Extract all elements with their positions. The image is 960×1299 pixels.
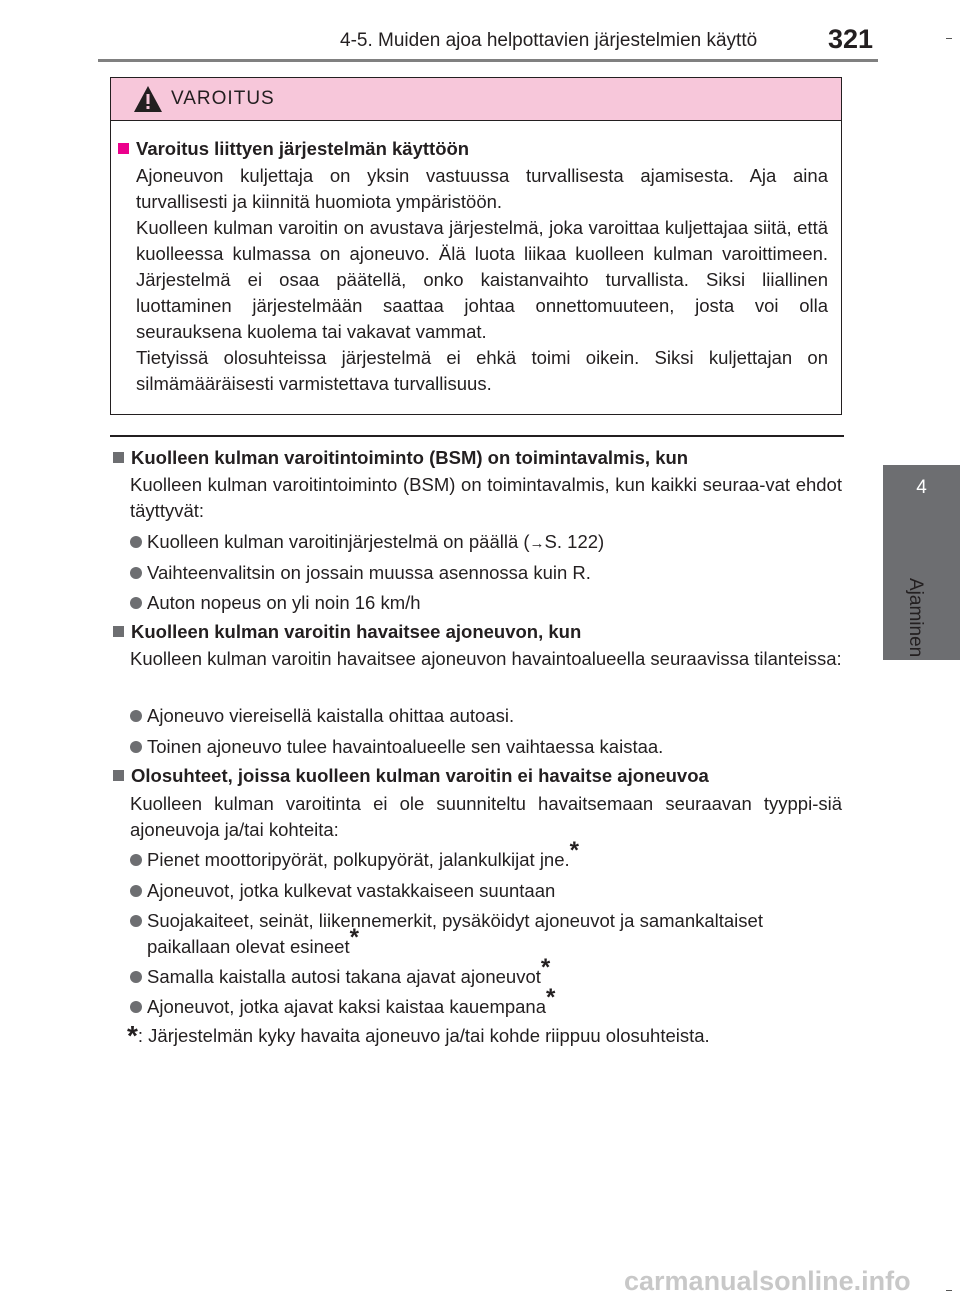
header-rule	[98, 59, 878, 62]
asterisk-marker: *	[349, 924, 359, 951]
arrow-icon: →	[529, 535, 545, 552]
page-header-title: 4-5. Muiden ajoa helpottavien järjestelmien käyttö	[340, 30, 758, 51]
bullet-dot-icon	[130, 710, 142, 722]
section-intro: Kuolleen kulman varoitinta ei ole suunniteltu havaitsemaan seuraavan tyyppi-siä ajoneuvoja ja/tai kohteita:	[130, 793, 842, 840]
bullet-dot-icon	[130, 597, 142, 609]
warning-header	[111, 78, 841, 121]
list-item: Ajoneuvot, jotka kulkevat vastakkaiseen suuntaan	[130, 878, 555, 904]
bullet-dot-icon	[130, 1001, 142, 1013]
warning-title: VAROITUS	[171, 88, 275, 109]
list-item: Kuolleen kulman varoitinjärjestelmä on päällä (→S. 122)	[130, 529, 604, 557]
watermark: carmanualsonline.info	[624, 1266, 911, 1296]
asterisk-marker: *	[546, 984, 556, 1011]
bullet-dot-icon	[130, 536, 142, 548]
list-item: Vaihteenvalitsin on jossain muussa asennossa kuin R.	[130, 560, 591, 586]
warning-triangle-icon	[133, 85, 163, 113]
warning-paragraph: Ajoneuvon kuljettaja on yksin vastuussa turvallisesta ajamisesta. Aja aina turvallisesti ja kiinnitä huomiota ympäristöön.	[136, 165, 828, 212]
list-item: Ajoneuvot, jotka ajavat kaksi kaistaa kauempana*	[130, 994, 555, 1020]
crop-mark	[946, 1290, 952, 1291]
list-item: Pienet moottoripyörät, polkupyörät, jalankulkijat jne.*	[130, 847, 579, 873]
warning-heading: Varoitus liittyen järjestelmän käyttöön	[118, 138, 469, 160]
section-intro: Kuolleen kulman varoitin havaitsee ajoneuvon havaintoalueella seuraavissa tilanteissa:	[130, 648, 842, 669]
section-heading: Kuolleen kulman varoitintoiminto (BSM) on toimintavalmis, kun	[113, 447, 688, 469]
list-item: Samalla kaistalla autosi takana ajavat ajoneuvot*	[130, 964, 550, 990]
list-item: Suojakaiteet, seinät, liikennemerkit, pysäköidyt ajoneuvot ja samankaltaiset paikallaan olevat esineet*	[130, 908, 842, 960]
crop-mark	[946, 38, 952, 39]
square-bullet-icon	[113, 626, 124, 637]
warning-paragraph: Kuolleen kulman varoitin on avustava järjestelmä, joka varoittaa kuljettajaa siitä, että kuolleessa kulmassa on ajoneuvo. Älä luota liikaa kuolleen kulman varoittimeen. Järjestelmä ei osaa päätellä, onko kaistanvaihto turvallista. Siksi liiallinen luottaminen järjestelmään saattaa johtaa onnettomuuteen, josta voi olla seurauksena kuolema tai vakavat vammat.	[136, 217, 828, 342]
list-item: Auton nopeus on yli noin 16 km/h	[130, 590, 421, 616]
warning-paragraph: Tietyissä olosuhteissa järjestelmä ei ehkä toimi oikein. Siksi kuljettajan on silmämääräisesti varmistettava turvallisuus.	[136, 347, 828, 394]
section-heading: Kuolleen kulman varoitin havaitsee ajoneuvon, kun	[113, 621, 581, 643]
section-intro: Kuolleen kulman varoitintoiminto (BSM) on toimintavalmis, kun kaikki seuraa-vat ehdot täyttyvät:	[130, 474, 842, 521]
bullet-dot-icon	[130, 885, 142, 897]
asterisk-marker: *	[540, 954, 551, 981]
bullet-dot-icon	[130, 854, 142, 866]
page-number: 321	[828, 24, 874, 54]
list-item: Ajoneuvo viereisellä kaistalla ohittaa autoasi.	[130, 703, 514, 729]
chapter-label: Ajaminen	[905, 578, 926, 658]
square-bullet-icon	[113, 770, 124, 781]
list-item: Toinen ajoneuvo tulee havaintoalueelle sen vaihtaessa kaistaa.	[130, 734, 663, 760]
footnote-marker: *	[127, 1020, 138, 1051]
bullet-dot-icon	[130, 915, 142, 927]
square-bullet-icon	[113, 452, 124, 463]
bullet-dot-icon	[130, 567, 142, 579]
bullet-dot-icon	[130, 741, 142, 753]
section-heading: Olosuhteet, joissa kuolleen kulman varoitin ei havaitse ajoneuvoa	[113, 765, 709, 787]
section-divider	[110, 435, 844, 437]
bullet-dot-icon	[130, 971, 142, 983]
footnote: *: Järjestelmän kyky havaita ajoneuvo ja/tai kohde riippuu olosuhteista.	[127, 1020, 710, 1051]
square-bullet-icon	[118, 143, 129, 154]
page-reference[interactable]: S. 122)	[544, 531, 605, 552]
asterisk-marker: *	[569, 837, 579, 864]
chapter-number: 4	[916, 477, 927, 498]
